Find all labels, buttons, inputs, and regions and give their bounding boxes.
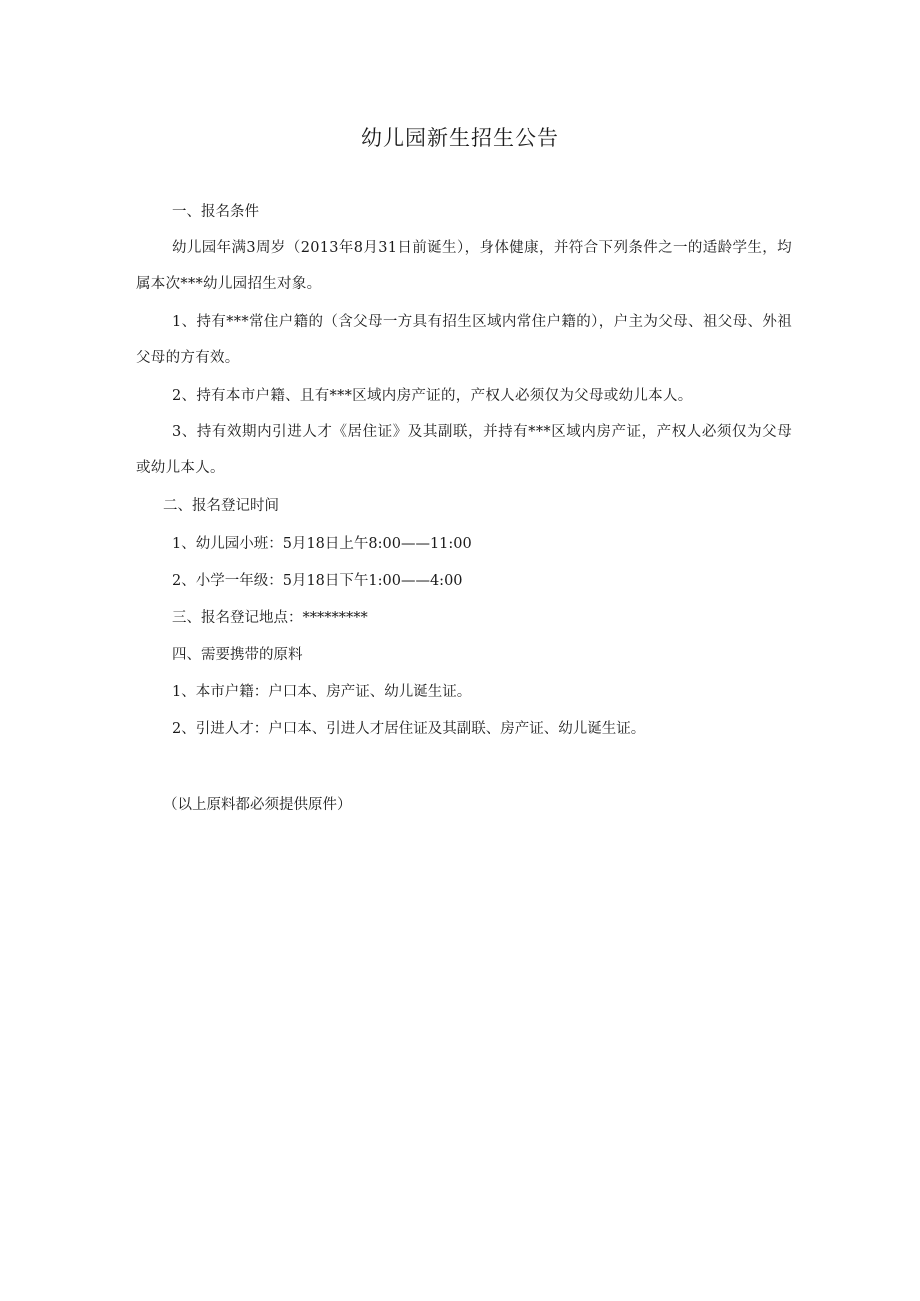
section-heading-registration-location: 三、报名登记地点：********* (172, 610, 368, 626)
intro-paragraph: 幼儿园年满3周岁（2013年8月31日前诞生），身体健康，并符合下列条件之一的适龄学生，均属本次***幼儿园招生对象。 (136, 240, 792, 292)
registration-time-kindergarten: 1、幼儿园小班：5月18日上午8:00——11:00 (172, 536, 472, 552)
section-heading-requirements: 一、报名条件 (172, 204, 259, 220)
material-local-residents: 1、本市户籍：户口本、房产证、幼儿诞生证。 (172, 684, 472, 700)
registration-time-primary: 2、小学一年级：5月18日下午1:00——4:00 (172, 573, 463, 589)
footnote: （以上原料都必须提供原件） (163, 797, 352, 813)
page-title: 幼儿园新生招生公告 (361, 126, 559, 150)
condition-1-paragraph: 1、持有***常住户籍的（含父母一方具有招生区域内常住户籍的），户主为父母、祖父母、外祖父母的方有效。 (136, 314, 792, 366)
condition-2-paragraph: 2、持有本市户籍、且有***区域内房产证的，产权人必须仅为父母或幼儿本人。 (172, 388, 693, 404)
section-heading-registration-time: 二、报名登记时间 (163, 498, 279, 514)
section-heading-materials: 四、需要携带的原料 (172, 647, 303, 663)
condition-3-paragraph: 3、持有效期内引进人才《居住证》及其副联，并持有***区域内房产证，产权人必须仅为父母或幼儿本人。 (136, 424, 792, 476)
material-talent-introduction: 2、引进人才：户口本、引进人才居住证及其副联、房产证、幼儿诞生证。 (172, 721, 646, 737)
